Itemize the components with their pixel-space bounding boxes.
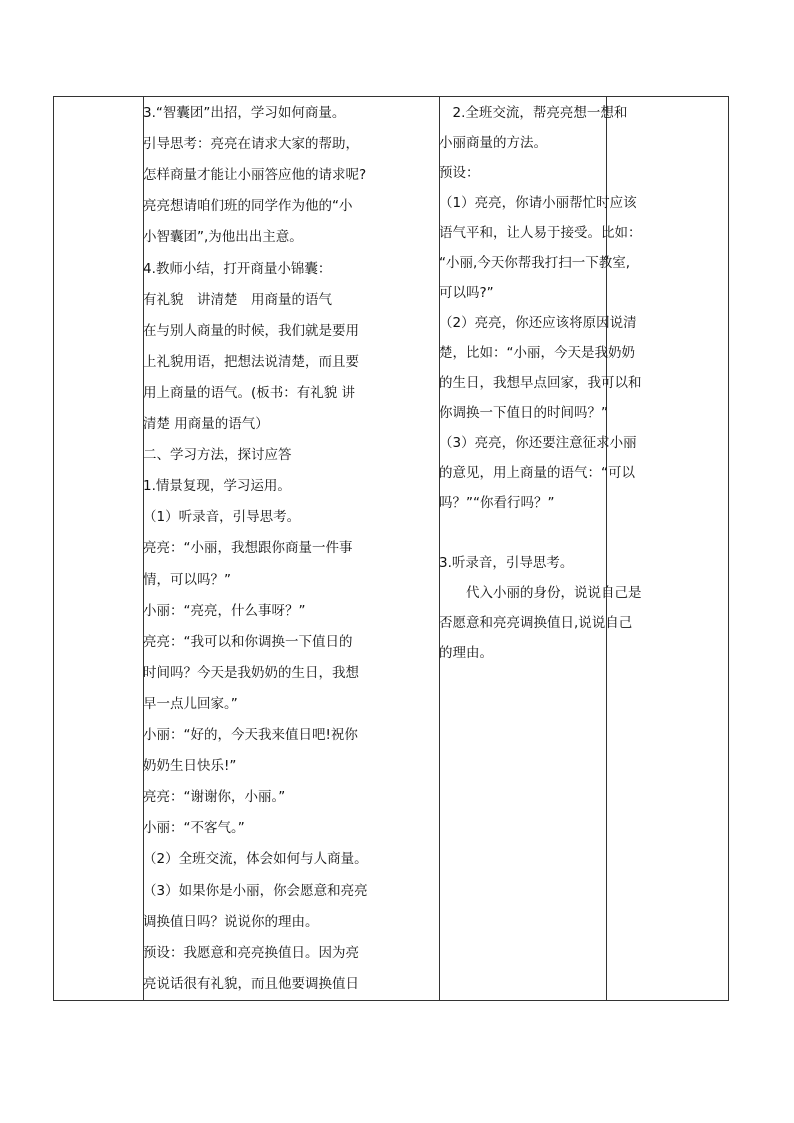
- text-line: 清楚 用商量的语气）: [143, 416, 269, 432]
- text-line: 亮说话很有礼貌，而且他要调换值日: [143, 975, 359, 992]
- text-line: 早一点儿回家。”: [143, 695, 238, 712]
- text-line: 引导思考：亮亮在请求大家的帮助，: [143, 136, 359, 153]
- text-line: “小丽,今天你帮我打扫一下教室,: [439, 255, 631, 271]
- text-line: （1）听录音，引导思考。: [143, 509, 301, 526]
- text-line: 奶奶生日快乐!”: [143, 758, 237, 775]
- text-line: 上礼貌用语，把想法说清楚，而且要: [143, 353, 359, 370]
- text-line: 亮亮：“小丽，我想跟你商量一件事: [143, 540, 353, 557]
- text-line: 你调换一下值日的时间吗？”: [439, 405, 608, 421]
- text-line: 小丽商量的方法。: [439, 135, 547, 151]
- text-line: 代入小丽的身份，说说自己是: [439, 585, 642, 601]
- text-line: 亮亮：“我可以和你调换一下值日的: [143, 633, 353, 650]
- text-line: 用上商量的语气。(板书：有礼貌 讲: [143, 384, 356, 401]
- table-cell-col4: [606, 97, 730, 1000]
- text-line: 楚，比如：“小丽，今天是我奶奶: [439, 345, 635, 361]
- lesson-table: [53, 96, 729, 1001]
- text-line: 怎样商量才能让小丽答应他的请求呢?: [143, 167, 367, 184]
- text-line: 1.情景复现，学习运用。: [143, 478, 291, 495]
- text-line: 调换值日吗？说说你的理由。: [143, 913, 319, 930]
- text-line: （3）亮亮，你还要注意征求小丽: [439, 435, 637, 451]
- table-cell-col1: [54, 97, 143, 1000]
- text-line: 预设：我愿意和亮亮换值日。因为亮: [143, 944, 359, 961]
- table-cell-student-activity: [439, 97, 642, 1000]
- text-line: 小丽：“好的，今天我来值日吧!祝你: [143, 727, 358, 743]
- text-line: 可以吗?”: [439, 285, 494, 301]
- text-line: 3.“智囊团”出招，学习如何商量。: [143, 105, 346, 121]
- text-line: 的理由。: [439, 645, 493, 661]
- text-line: 小丽：“亮亮，什么事呀？”: [143, 602, 306, 619]
- text-line: 时间吗？今天是我奶奶的生日，我想: [143, 664, 359, 681]
- text-line: （3）如果你是小丽，你会愿意和亮亮: [143, 882, 368, 899]
- text-line: （1）亮亮，你请小丽帮忙时应该: [439, 195, 637, 211]
- text-line: 的意见，用上商量的语气：“可以: [439, 465, 635, 481]
- text-line: 小丽：“不客气。”: [143, 820, 245, 837]
- text-line: 小智囊团”,为他出出主意。: [143, 229, 303, 246]
- text-line: （2）全班交流，体会如何与人商量。: [143, 851, 368, 868]
- text-line: 情，可以吗？”: [143, 571, 231, 588]
- text-line: （2）亮亮，你还应该将原因说清: [439, 315, 637, 331]
- text-line: 二、学习方法，探讨应答: [143, 447, 292, 464]
- text-line: 语气平和，让人易于接受。比如：: [439, 225, 642, 241]
- text-line: 亮亮想请咱们班的同学作为他的“小: [143, 198, 353, 215]
- text-line: 有礼貌 讲清楚 用商量的语气: [143, 291, 332, 308]
- text-line: 否愿意和亮亮调换值日,说说自己: [439, 615, 633, 631]
- text-line: 在与别人商量的时候，我们就是要用: [143, 322, 359, 339]
- text-line: 预设：: [439, 165, 480, 181]
- text-line: 的生日，我想早点回家，我可以和: [439, 375, 642, 391]
- text-line: 2.全班交流，帮亮亮想一想和: [439, 105, 628, 121]
- text-line: 亮亮：“谢谢你，小丽。”: [143, 789, 286, 806]
- table-cell-teacher-activity: [143, 97, 439, 1000]
- text-line: 3.听录音，引导思考。: [439, 555, 574, 571]
- text-line: 吗？”“你看行吗？”: [439, 495, 555, 511]
- text-line: 4.教师小结，打开商量小锦囊：: [143, 260, 332, 277]
- text-line: [439, 524, 606, 542]
